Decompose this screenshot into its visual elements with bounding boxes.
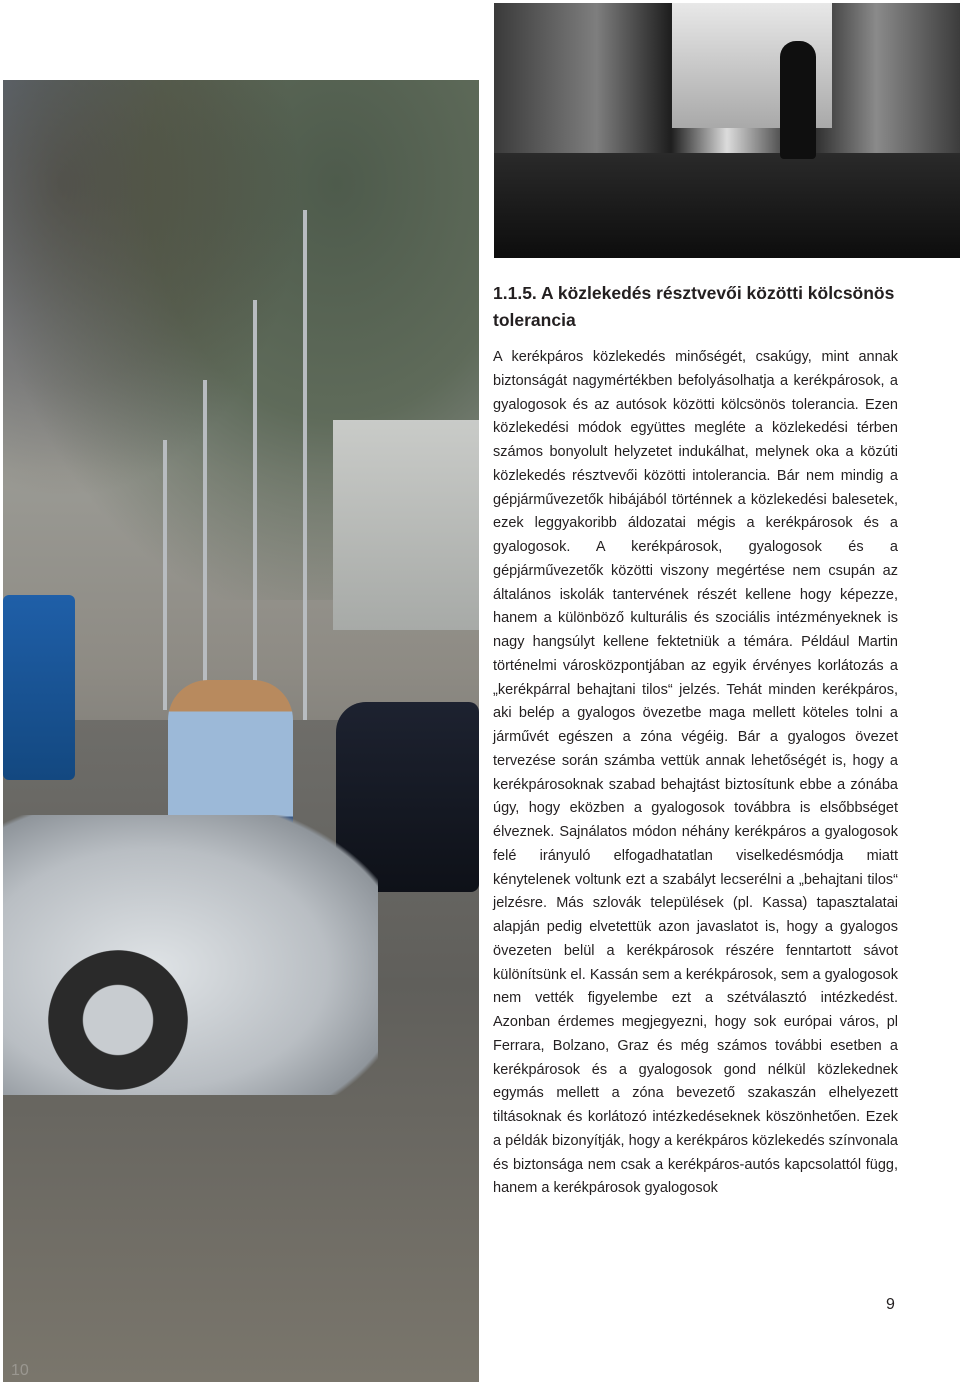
street-cyclist-photo: [3, 80, 479, 1382]
photo-street-lamp: [163, 440, 167, 710]
photo-street-lamp: [253, 300, 257, 720]
photo-car-wheel: [48, 950, 188, 1090]
photo-street-lamp: [203, 380, 207, 710]
tunnel-floor: [494, 153, 960, 258]
photo-bus: [3, 595, 75, 780]
photo-street-lamp: [303, 210, 307, 720]
section-body-text: A kerékpáros közlekedés minőségét, csakúgy, mint annak biztonságát nagymértékben befolyásolhatja a kerékpárosok, a gyalogosok és az autósok közötti kölcsönös tolerancia. Ezen közlekedési módok együttes megléte a közlekedési térben számos bonyolult helyzetet indukálhat, melynek oka a közúti közlekedés résztvevői közötti intolerancia. Bár nem mindig a gépjárművezetők hibájából történnek a közlekedési balesetek, ezek leggyakoribb áldozatai mégis a kerékpárosok és a gyalogosok. A kerékpárosok, gyalogosok és a gépjárművezetők közötti viszony megértése nem csupán az általános iskolák tantervének részét kellene hogy képezze, hanem a különböző kulturális és szociális intézményeknek is nagy hangsúlyt kellene fektetniük a témára. Például Martin történelmi városközpontjában az egyik érvényes korlátozás a „kerékpárral behajtani tilos“ jelzés. Tehát minden kerékpáros, aki belép a gyalogos övezetbe maga mellett köteles tolni a járművét egészen a zóna végéig. Bár a gyalogos övezet tervezése során számba vettük annak lehetőségét is, hogy a kerékpárosoknak szabad behajtást biztosítunk ebbe a zónába úgy, hogy eközben a gyalogosok továbbra is elsőbbséget élveznek. Sajnálatos módon néhány kerékpáros a gyalogosok felé irányuló elfogadhatatlan viselkedésmódja miatt kénytelenek voltunk ezt a szabályt lecserélni a „behajtani tilos“ jelzésre. Más szlovák települések (pl. Kassa) tapasztalatai alapján pedig elvetettük azon javaslatot is, hogy a gyalogos övezeten belül a kerékpárosok részére fenntartott sávot különítsünk el. Kassán sem a kerékpárosok, sem a gyalogosok nem vették figyelembe ezt a szétválasztó intézkedést. Azonban érdemes megjegyezni, hogy sok európai város, pl Ferrara, Bolzano, Graz és még számos további esetben a kerékpárosok és a gyalogosok gond nélkül közlekednek egymás mellett a zóna bevezető szakaszán elhelyezett tiltásoknak és korlátozó intézkedéseknek köszönhetően. Ezek a példák bizonyítják, hogy a kerékpáros közlekedés színvonala és biztonsága nem csak a kerékpáros-autós kapcsolattól függ, hanem a kerékpárosok gyalogosok: [493, 349, 898, 1197]
tunnel-pedestrian: [780, 41, 816, 159]
tunnel-pedestrian-photo: [494, 3, 960, 258]
photo-tree: [3, 80, 303, 500]
left-page-number: 10: [11, 1362, 29, 1379]
section-heading: 1.1.5. A közlekedés résztvevői közötti kölcsönös tolerancia: [493, 283, 895, 330]
photo-building: [333, 420, 479, 630]
page-number: 9: [886, 1296, 895, 1313]
